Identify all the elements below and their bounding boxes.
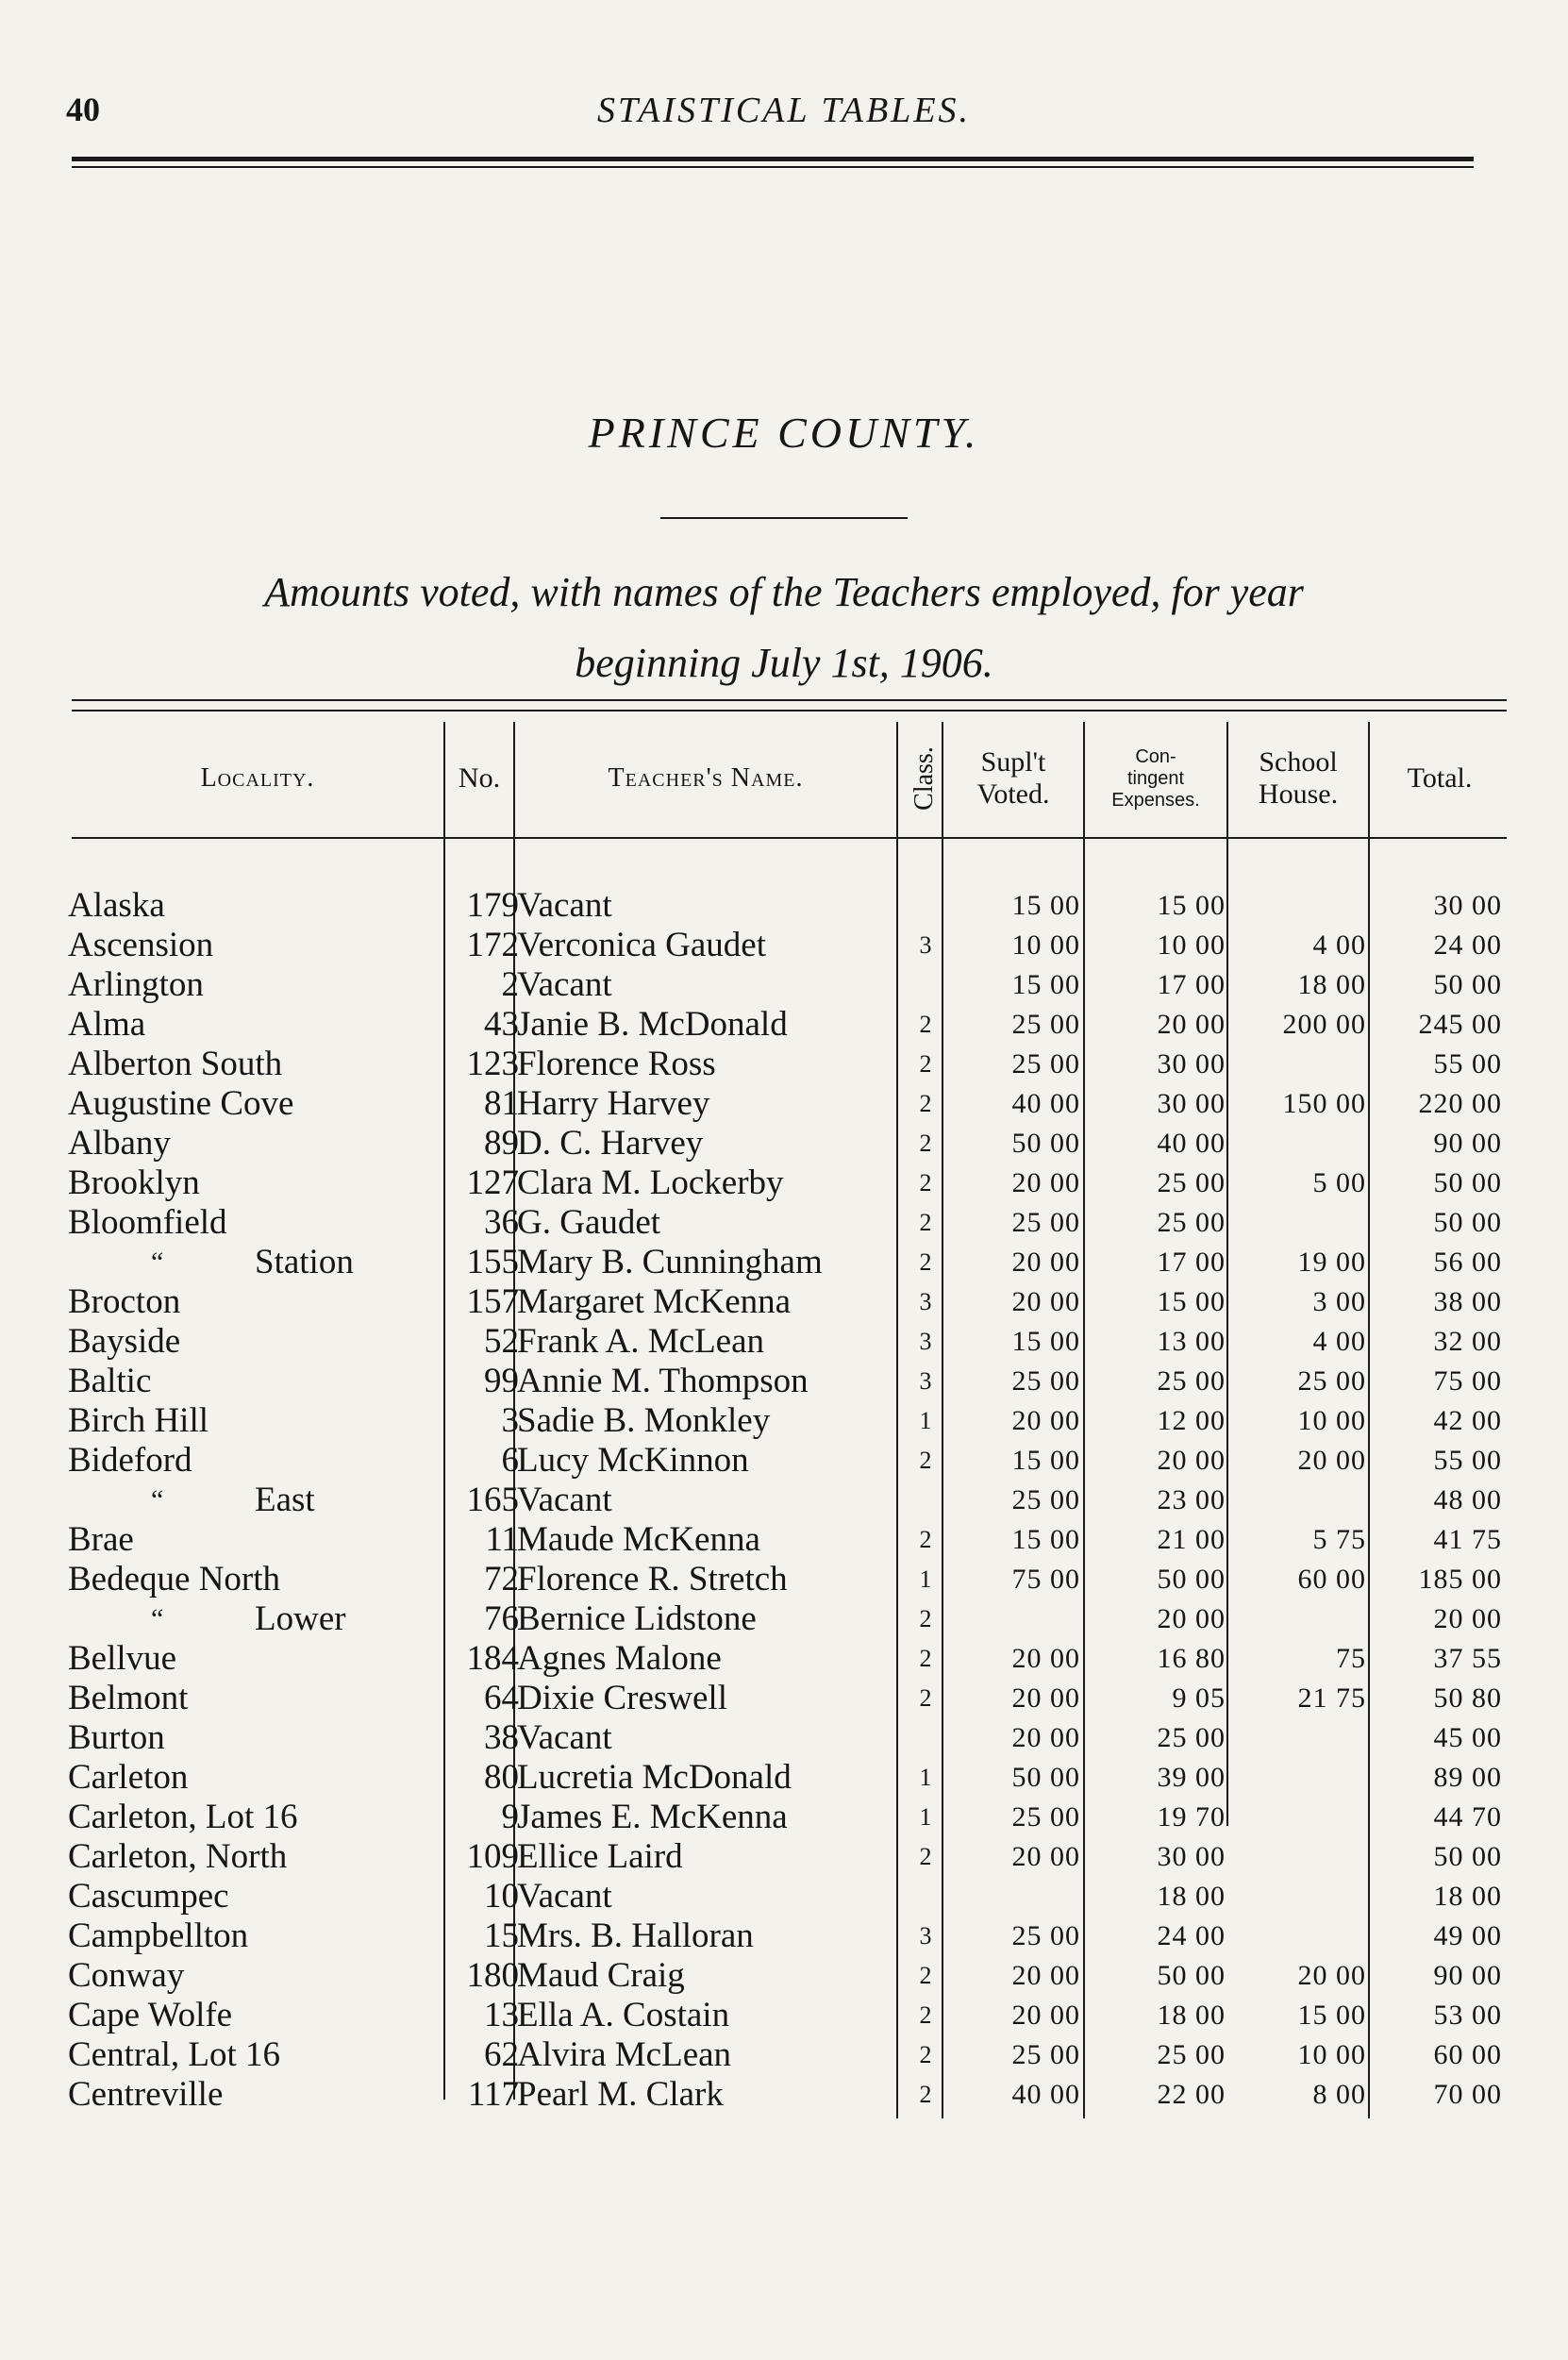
total-value: 50 00 [1433, 1167, 1502, 1198]
school-house-value: 4 00 [1312, 1326, 1366, 1357]
locality-name: Birch Hill [68, 1401, 209, 1440]
class-value: 2 [919, 1684, 932, 1712]
locality-name: Brae [68, 1520, 134, 1559]
school-house-value: 15 00 [1297, 2000, 1366, 2031]
table-row [0, 1956, 1568, 1996]
teacher-name: Margaret McKenna [517, 1282, 792, 1321]
title-divider [660, 517, 908, 519]
class-value: 3 [919, 931, 932, 959]
total-value: 32 00 [1433, 1326, 1502, 1357]
school-house-value: 10 00 [1297, 2039, 1366, 2070]
table-row [0, 1322, 1568, 1362]
supplement-voted-value: 15 00 [1011, 1445, 1080, 1476]
supplement-voted-value: 25 00 [1011, 1484, 1080, 1515]
subtitle [94, 557, 1474, 698]
class-value: 2 [919, 1843, 932, 1870]
contingent-expenses-value: 17 00 [1157, 969, 1226, 1000]
total-value: 75 00 [1433, 1365, 1502, 1397]
total-value: 50 80 [1433, 1682, 1502, 1714]
total-value: 18 00 [1433, 1881, 1502, 1912]
supplement-voted-value: 20 00 [1011, 1722, 1080, 1753]
teacher-name: Clara M. Lockerby [517, 1163, 784, 1202]
school-number: 2 [501, 965, 519, 1004]
class-value: 2 [919, 1090, 932, 1117]
teacher-name: Mrs. B. Halloran [517, 1916, 754, 1955]
header-contingent-expenses [1085, 722, 1226, 835]
supplement-voted-value: 15 00 [1011, 969, 1080, 1000]
contingent-expenses-value: 24 00 [1157, 1920, 1226, 1951]
locality-name: Bayside [68, 1322, 181, 1361]
header-locality: Locality. [200, 762, 315, 793]
teacher-name: D. C. Harvey [517, 1124, 704, 1163]
header-rule-thick [72, 157, 1474, 161]
school-house-value: 18 00 [1297, 969, 1366, 1000]
class-value: 3 [919, 1288, 932, 1315]
school-number: 89 [484, 1124, 519, 1163]
school-house-value: 75 [1336, 1643, 1366, 1674]
contingent-expenses-value: 21 00 [1157, 1524, 1226, 1555]
table-row [0, 1837, 1568, 1877]
school-number: 52 [484, 1322, 519, 1361]
locality-name: Bideford [68, 1441, 192, 1480]
supplement-voted-value: 20 00 [1011, 1960, 1080, 1991]
total-value: 24 00 [1433, 929, 1502, 961]
ditto-mark: “ [151, 1247, 164, 1278]
table-row [0, 1560, 1568, 1599]
contingent-expenses-value: 15 00 [1157, 890, 1226, 921]
supplement-voted-value: 20 00 [1011, 1247, 1080, 1278]
school-number: 11 [485, 1520, 519, 1559]
locality-name: Albany [68, 1124, 171, 1163]
locality-name: Station [255, 1243, 354, 1281]
header-school-line-1: School [1259, 745, 1338, 778]
contingent-expenses-value: 13 00 [1157, 1326, 1226, 1357]
supplement-voted-value: 20 00 [1011, 1405, 1080, 1436]
table-header-rule [72, 837, 1507, 839]
class-value: 2 [919, 2001, 932, 2029]
total-value: 41 75 [1433, 1524, 1502, 1555]
table-row [0, 965, 1568, 1005]
table-row [0, 1996, 1568, 2035]
supplement-voted-value: 25 00 [1011, 1048, 1080, 1080]
teacher-name: Annie M. Thompson [517, 1362, 809, 1400]
header-supplement-line-1: Supl't [980, 745, 1046, 778]
total-value: 245 00 [1418, 1009, 1502, 1040]
school-number: 179 [466, 886, 519, 925]
teacher-name: Ellice Laird [517, 1837, 683, 1876]
total-value: 55 00 [1433, 1048, 1502, 1080]
supplement-voted-value: 20 00 [1011, 1286, 1080, 1317]
supplement-voted-value: 50 00 [1011, 1762, 1080, 1793]
teacher-name: Lucretia McDonald [517, 1758, 792, 1797]
table-row [0, 1599, 1568, 1639]
table-row [0, 926, 1568, 965]
table-row [0, 1124, 1568, 1163]
school-house-value: 5 75 [1312, 1524, 1366, 1555]
school-number: 72 [484, 1560, 519, 1598]
total-value: 185 00 [1418, 1564, 1502, 1595]
supplement-voted-value: 15 00 [1011, 1326, 1080, 1357]
school-number: 155 [466, 1243, 519, 1281]
contingent-expenses-value: 18 00 [1157, 2000, 1226, 2031]
contingent-expenses-value: 15 00 [1157, 1286, 1226, 1317]
class-value: 1 [919, 1764, 932, 1791]
table-row [0, 1520, 1568, 1560]
locality-name: Brooklyn [68, 1163, 200, 1202]
locality-name: Brocton [68, 1282, 181, 1321]
locality-name: Carleton, Lot 16 [68, 1798, 298, 1836]
header-total: Total. [1407, 762, 1473, 794]
total-value: 30 00 [1433, 890, 1502, 921]
total-value: 70 00 [1433, 2079, 1502, 2110]
teacher-name: James E. McKenna [517, 1798, 788, 1836]
locality-name: Campbellton [68, 1916, 249, 1955]
teacher-name: Sadie B. Monkley [517, 1401, 771, 1440]
supplement-voted-value: 50 00 [1011, 1128, 1080, 1159]
total-value: 44 70 [1433, 1801, 1502, 1833]
supplement-voted-value: 15 00 [1011, 1524, 1080, 1555]
teacher-name: Agnes Malone [517, 1639, 722, 1678]
total-value: 38 00 [1433, 1286, 1502, 1317]
school-house-value: 10 00 [1297, 1405, 1366, 1436]
school-number: 184 [466, 1639, 519, 1678]
contingent-expenses-value: 17 00 [1157, 1247, 1226, 1278]
table-row [0, 1005, 1568, 1045]
class-value: 3 [919, 1922, 932, 1950]
contingent-expenses-value: 9 05 [1172, 1682, 1226, 1714]
locality-name: Cape Wolfe [68, 1996, 233, 2034]
school-house-value: 3 00 [1312, 1286, 1366, 1317]
table-row [0, 1401, 1568, 1441]
contingent-expenses-value: 30 00 [1157, 1088, 1226, 1119]
supplement-voted-value: 75 00 [1011, 1564, 1080, 1595]
locality-name: Arlington [68, 965, 204, 1004]
contingent-expenses-value: 16 80 [1157, 1643, 1226, 1674]
teacher-name: Vacant [517, 965, 612, 1004]
county-title: PRINCE COUNTY. [588, 409, 980, 457]
table-row [0, 1639, 1568, 1679]
locality-name: Centreville [68, 2075, 224, 2114]
header-school-line-2: House. [1258, 778, 1339, 810]
header-teacher-name: Teacher's Name. [608, 762, 804, 793]
table-row [0, 1916, 1568, 1956]
supplement-voted-value: 20 00 [1011, 1841, 1080, 1872]
supplement-voted-value: 20 00 [1011, 1643, 1080, 1674]
total-value: 48 00 [1433, 1484, 1502, 1515]
teacher-name: Ella A. Costain [517, 1996, 730, 2034]
total-value: 50 00 [1433, 969, 1502, 1000]
total-value: 42 00 [1433, 1405, 1502, 1436]
total-value: 53 00 [1433, 2000, 1502, 2031]
school-house-value: 8 00 [1312, 2079, 1366, 2110]
class-value: 2 [919, 2081, 932, 2108]
locality-name: East [255, 1481, 315, 1519]
total-value: 90 00 [1433, 1128, 1502, 1159]
school-number: 180 [466, 1956, 519, 1995]
table-row [0, 1441, 1568, 1481]
class-value: 3 [919, 1328, 932, 1355]
school-number: 13 [484, 1996, 519, 2034]
total-value: 49 00 [1433, 1920, 1502, 1951]
supplement-voted-value: 10 00 [1011, 929, 1080, 961]
header-no: No. [458, 762, 501, 794]
school-house-value: 20 00 [1297, 1445, 1366, 1476]
locality-name: Bloomfield [68, 1203, 227, 1242]
supplement-voted-value: 40 00 [1011, 2079, 1080, 2110]
teacher-name: Mary B. Cunningham [517, 1243, 823, 1281]
class-value: 1 [919, 1565, 932, 1593]
class-value: 2 [919, 1011, 932, 1038]
school-house-value: 5 00 [1312, 1167, 1366, 1198]
school-house-value: 25 00 [1297, 1365, 1366, 1397]
contingent-expenses-value: 23 00 [1157, 1484, 1226, 1515]
locality-name: Belmont [68, 1679, 189, 1717]
total-value: 20 00 [1433, 1603, 1502, 1634]
header-rule-thin [72, 166, 1474, 168]
table-row [0, 1084, 1568, 1124]
contingent-expenses-value: 30 00 [1157, 1048, 1226, 1080]
contingent-expenses-value: 40 00 [1157, 1128, 1226, 1159]
total-value: 50 00 [1433, 1841, 1502, 1872]
class-value: 2 [919, 1526, 932, 1553]
header-class: Class. [909, 746, 939, 811]
school-number: 9 [501, 1798, 519, 1836]
table-row [0, 1282, 1568, 1322]
table-row [0, 1163, 1568, 1203]
table-row [0, 1758, 1568, 1798]
subtitle-line-1: Amounts voted, with names of the Teachers employed, for year [264, 569, 1304, 615]
locality-name: Burton [68, 1718, 165, 1757]
header-contingent-line-3: Expenses. [1111, 789, 1200, 811]
locality-name: Ascension [68, 926, 214, 964]
class-value: 2 [919, 1447, 932, 1474]
supplement-voted-value: 25 00 [1011, 1801, 1080, 1833]
supplement-voted-value: 40 00 [1011, 1088, 1080, 1119]
total-value: 45 00 [1433, 1722, 1502, 1753]
ditto-mark: “ [151, 1484, 164, 1515]
school-number: 43 [484, 1005, 519, 1044]
header-supplement-line-2: Voted. [976, 778, 1050, 810]
school-number: 81 [484, 1084, 519, 1123]
school-number: 165 [466, 1481, 519, 1519]
school-number: 6 [501, 1441, 519, 1480]
table-top-rule [72, 699, 1507, 701]
table-row [0, 1481, 1568, 1520]
school-number: 36 [484, 1203, 519, 1242]
contingent-expenses-value: 22 00 [1157, 2079, 1226, 2110]
supplement-voted-value: 20 00 [1011, 2000, 1080, 2031]
class-value: 2 [919, 1130, 932, 1157]
total-value: 89 00 [1433, 1762, 1502, 1793]
school-number: 10 [484, 1877, 519, 1916]
class-value: 2 [919, 1169, 932, 1197]
school-number: 117 [467, 2075, 519, 2114]
contingent-expenses-value: 18 00 [1157, 1881, 1226, 1912]
school-house-value: 19 00 [1297, 1247, 1366, 1278]
class-value: 2 [919, 1209, 932, 1236]
teacher-name: Vacant [517, 1718, 612, 1757]
contingent-expenses-value: 25 00 [1157, 1207, 1226, 1238]
locality-name: Lower [255, 1599, 346, 1638]
school-house-value: 60 00 [1297, 1564, 1366, 1595]
class-value: 1 [919, 1803, 932, 1831]
school-number: 99 [484, 1362, 519, 1400]
school-number: 80 [484, 1758, 519, 1797]
teacher-name: Vacant [517, 1481, 612, 1519]
locality-name: Carleton [68, 1758, 189, 1797]
subtitle-line-2: beginning July 1st, 1906. [575, 640, 993, 686]
school-number: 157 [466, 1282, 519, 1321]
table-row [0, 1362, 1568, 1401]
locality-name: Central, Lot 16 [68, 2035, 281, 2074]
table-row [0, 886, 1568, 926]
school-number: 76 [484, 1599, 519, 1638]
table-row [0, 1045, 1568, 1084]
locality-name: Alaska [68, 886, 165, 925]
class-value: 2 [919, 2041, 932, 2068]
school-number: 127 [466, 1163, 519, 1202]
header-supplement-voted [943, 722, 1083, 835]
contingent-expenses-value: 10 00 [1157, 929, 1226, 961]
table-row [0, 1203, 1568, 1243]
total-value: 90 00 [1433, 1960, 1502, 1991]
table-row [0, 2075, 1568, 2115]
school-number: 172 [466, 926, 519, 964]
header-contingent-line-2: tingent [1126, 767, 1185, 789]
class-value: 2 [919, 1962, 932, 1989]
teacher-name: Lucy McKinnon [517, 1441, 749, 1480]
supplement-voted-value: 25 00 [1011, 1009, 1080, 1040]
class-value: 2 [919, 1605, 932, 1632]
school-house-value: 200 00 [1282, 1009, 1366, 1040]
school-number: 123 [466, 1045, 519, 1083]
class-value: 2 [919, 1050, 932, 1078]
school-number: 109 [466, 1837, 519, 1876]
contingent-expenses-value: 20 00 [1157, 1009, 1226, 1040]
table-row [0, 2035, 1568, 2075]
running-head: STAISTICAL TABLES. [596, 91, 972, 130]
supplement-voted-value: 25 00 [1011, 1920, 1080, 1951]
locality-name: Baltic [68, 1362, 152, 1400]
supplement-voted-value: 15 00 [1011, 890, 1080, 921]
locality-name: Conway [68, 1956, 185, 1995]
table-row [0, 1718, 1568, 1758]
supplement-voted-value: 20 00 [1011, 1682, 1080, 1714]
class-value: 2 [919, 1645, 932, 1672]
teacher-name: Maud Craig [517, 1956, 685, 1995]
total-value: 60 00 [1433, 2039, 1502, 2070]
contingent-expenses-value: 30 00 [1157, 1841, 1226, 1872]
contingent-expenses-value: 25 00 [1157, 1365, 1226, 1397]
header-school-house [1228, 722, 1368, 835]
teacher-name: Harry Harvey [517, 1084, 710, 1123]
class-value: 3 [919, 1367, 932, 1395]
contingent-expenses-value: 39 00 [1157, 1762, 1226, 1793]
class-value: 1 [919, 1407, 932, 1434]
total-value: 50 00 [1433, 1207, 1502, 1238]
school-number: 64 [484, 1679, 519, 1717]
locality-name: Alberton South [68, 1045, 283, 1083]
contingent-expenses-value: 20 00 [1157, 1603, 1226, 1634]
total-value: 56 00 [1433, 1247, 1502, 1278]
contingent-expenses-value: 25 00 [1157, 1722, 1226, 1753]
ditto-mark: “ [151, 1603, 164, 1634]
locality-name: Alma [68, 1005, 146, 1044]
supplement-voted-value: 25 00 [1011, 1365, 1080, 1397]
table-row [0, 1798, 1568, 1837]
teacher-name: Vacant [517, 1877, 612, 1916]
page-number: 40 [66, 91, 100, 128]
teacher-name: Pearl M. Clark [517, 2075, 724, 2114]
locality-name: Cascumpec [68, 1877, 229, 1916]
contingent-expenses-value: 25 00 [1157, 2039, 1226, 2070]
table-row [0, 1679, 1568, 1718]
school-number: 62 [484, 2035, 519, 2074]
contingent-expenses-value: 50 00 [1157, 1960, 1226, 1991]
teacher-name: Verconica Gaudet [517, 926, 767, 964]
locality-name: Bedeque North [68, 1560, 281, 1598]
supplement-voted-value: 25 00 [1011, 2039, 1080, 2070]
contingent-expenses-value: 50 00 [1157, 1564, 1226, 1595]
teacher-name: Maude McKenna [517, 1520, 760, 1559]
locality-name: Bellvue [68, 1639, 177, 1678]
table-row [0, 1877, 1568, 1916]
teacher-name: Bernice Lidstone [517, 1599, 757, 1638]
supplement-voted-value: 25 00 [1011, 1207, 1080, 1238]
school-house-value: 150 00 [1282, 1088, 1366, 1119]
total-value: 37 55 [1433, 1643, 1502, 1674]
school-number: 38 [484, 1718, 519, 1757]
contingent-expenses-value: 12 00 [1157, 1405, 1226, 1436]
locality-name: Augustine Cove [68, 1084, 294, 1123]
teacher-name: Florence Ross [517, 1045, 716, 1083]
table-row [0, 1243, 1568, 1282]
contingent-expenses-value: 19 70 [1157, 1801, 1226, 1833]
teacher-name: Vacant [517, 886, 612, 925]
teacher-name: Dixie Creswell [517, 1679, 727, 1717]
teacher-name: Janie B. McDonald [517, 1005, 788, 1044]
class-value: 2 [919, 1248, 932, 1276]
teacher-name: G. Gaudet [517, 1203, 661, 1242]
supplement-voted-value: 20 00 [1011, 1167, 1080, 1198]
teacher-name: Florence R. Stretch [517, 1560, 788, 1598]
locality-name: Carleton, North [68, 1837, 288, 1876]
total-value: 220 00 [1418, 1088, 1502, 1119]
school-house-value: 21 75 [1297, 1682, 1366, 1714]
school-house-value: 20 00 [1297, 1960, 1366, 1991]
contingent-expenses-value: 20 00 [1157, 1445, 1226, 1476]
school-number: 3 [501, 1401, 519, 1440]
contingent-expenses-value: 25 00 [1157, 1167, 1226, 1198]
teacher-name: Alvira McLean [517, 2035, 732, 2074]
total-value: 55 00 [1433, 1445, 1502, 1476]
table-top-rule-2 [72, 710, 1507, 711]
teacher-name: Frank A. McLean [517, 1322, 765, 1361]
school-number: 15 [484, 1916, 519, 1955]
school-house-value: 4 00 [1312, 929, 1366, 961]
header-contingent-line-1: Con- [1135, 745, 1176, 767]
